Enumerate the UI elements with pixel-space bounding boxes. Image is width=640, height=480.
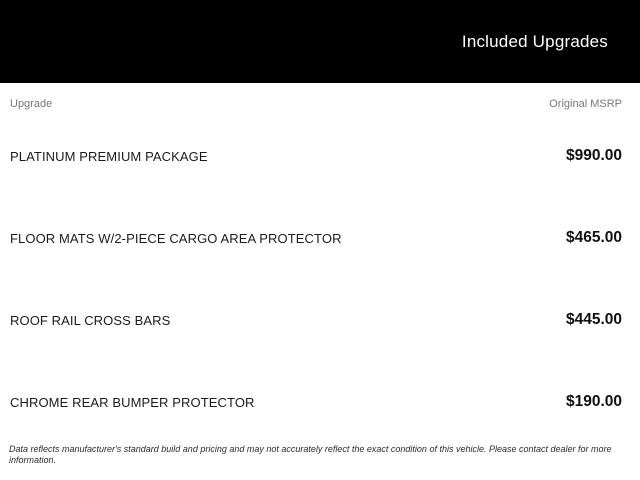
upgrade-price: $990.00: [565, 147, 622, 164]
upgrade-name: CHROME REAR BUMPER PROTECTOR: [10, 394, 255, 410]
upgrade-name: PLATINUM PREMIUM PACKAGE: [10, 148, 208, 164]
table-row: [0, 197, 640, 279]
upgrade-rows: [0, 115, 640, 443]
upgrade-price: $190.00: [565, 393, 622, 410]
upgrade-price: $465.00: [565, 229, 622, 246]
page-title: Included Upgrades: [461, 31, 608, 51]
table-row: [0, 279, 640, 361]
header-bar: [0, 0, 640, 83]
disclaimer-text: Data reflects manufacturer's standard build and pricing and may not accurately reflect the exact condition of this vehicle. Please contact dealer for more information.: [9, 444, 612, 465]
table-row: [0, 361, 640, 443]
upgrade-price: $445.00: [565, 311, 622, 328]
column-header-msrp: Original MSRP: [549, 98, 622, 110]
upgrade-name: ROOF RAIL CROSS BARS: [10, 312, 171, 328]
column-header-upgrade: Upgrade: [10, 98, 53, 110]
table-row: [0, 115, 640, 197]
upgrade-name: FLOOR MATS W/2-PIECE CARGO AREA PROTECTOR: [10, 230, 342, 246]
table-header-row: [0, 96, 640, 112]
